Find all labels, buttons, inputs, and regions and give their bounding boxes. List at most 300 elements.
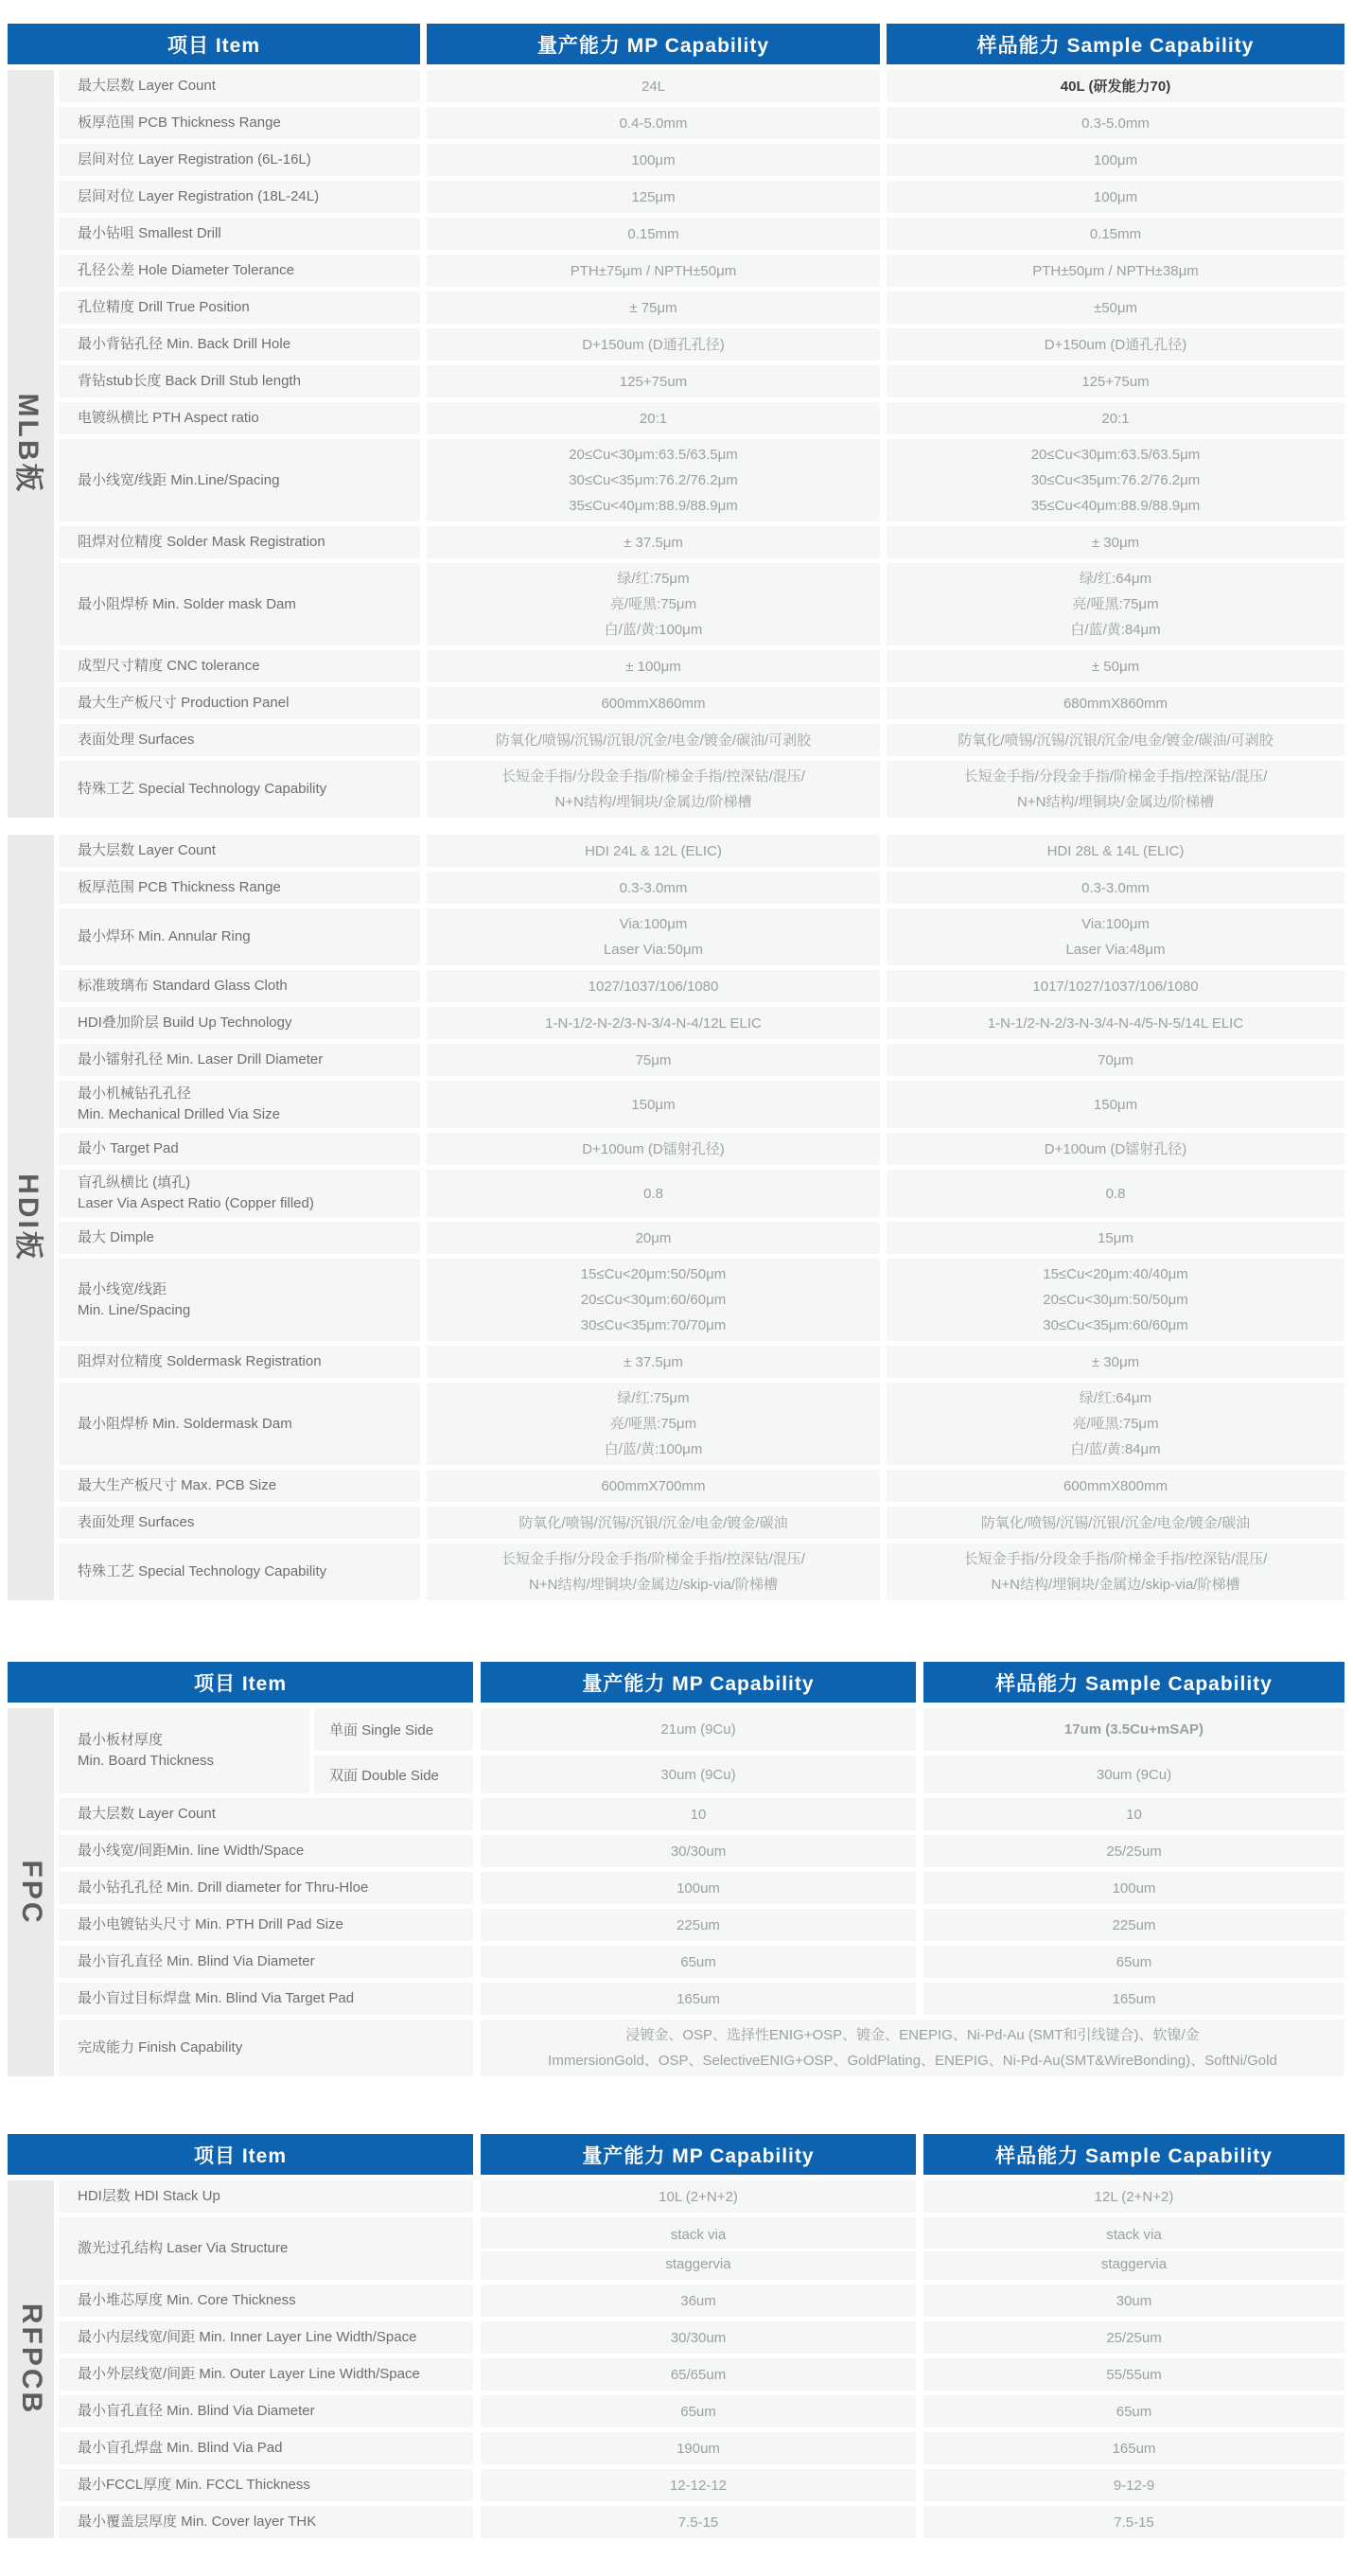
value-line: 7.5-15 bbox=[1114, 2514, 1154, 2531]
table-row bbox=[59, 1835, 1344, 1867]
sample-value-cell bbox=[887, 563, 1344, 645]
column-header-mp: 量产能力 MP Capability bbox=[481, 2134, 916, 2175]
mp-value-cell bbox=[427, 1081, 880, 1128]
table-row bbox=[59, 970, 1344, 1002]
mp-value-cell bbox=[427, 909, 880, 965]
sample-value-cell bbox=[887, 724, 1344, 756]
mp-value-cell bbox=[427, 724, 880, 756]
table-row bbox=[59, 181, 1344, 213]
sample-value-cell bbox=[923, 2217, 1344, 2280]
item-cell bbox=[59, 2217, 473, 2280]
sample-value-cell bbox=[923, 2180, 1344, 2213]
value-line: 165um bbox=[1112, 1990, 1156, 2007]
mp-value-cell bbox=[481, 1835, 916, 1867]
sample-value-cell bbox=[887, 1222, 1344, 1254]
value-line: 最小阻焊桥 Min. Solder mask Dam bbox=[78, 595, 296, 612]
column-header-item: 项目 Item bbox=[8, 1662, 473, 1703]
value-line: 30≤Cu<35μm:60/60μm bbox=[1043, 1317, 1188, 1333]
value-line: 孔径公差 Hole Diameter Tolerance bbox=[78, 262, 294, 278]
item-cell bbox=[59, 439, 420, 521]
value-line: 最大 Dimple bbox=[78, 1229, 154, 1245]
sample-value-cell bbox=[887, 526, 1344, 558]
value-line: Min. Board Thickness bbox=[78, 1753, 214, 1769]
table-row bbox=[59, 328, 1344, 361]
value-line: 最小线宽/线距 Min.Line/Spacing bbox=[78, 471, 280, 488]
mp-value-cell bbox=[427, 1544, 880, 1600]
mp-value-cell bbox=[481, 1798, 916, 1830]
table-row bbox=[59, 144, 1344, 176]
value-line: 165um bbox=[1112, 2440, 1156, 2457]
item-cell bbox=[59, 2180, 473, 2213]
value-line: 防氧化/喷锡/沉锡/沉银/沉金/电金/镀金/碳油 bbox=[980, 1514, 1251, 1531]
sample-value-cell bbox=[887, 970, 1344, 1002]
value-line: 150μm bbox=[1093, 1096, 1138, 1113]
item-cell bbox=[59, 526, 420, 558]
sample-value-cell bbox=[887, 1133, 1344, 1165]
mp-value-cell bbox=[427, 439, 880, 521]
value-line: Laser Via:48μm bbox=[1065, 942, 1166, 958]
value-line: 70μm bbox=[1098, 1051, 1133, 1068]
table-row bbox=[59, 1081, 1344, 1128]
table-row bbox=[59, 1133, 1344, 1165]
value-line: ± 30μm bbox=[1091, 534, 1140, 551]
section-fpc bbox=[8, 1708, 1344, 2076]
value-line: ±50μm bbox=[1093, 299, 1138, 316]
table-row bbox=[59, 1346, 1344, 1378]
value-line: Laser Via:50μm bbox=[603, 942, 704, 958]
value-line: 15≤Cu<20μm:50/50μm bbox=[580, 1266, 727, 1282]
value-line: 100um bbox=[676, 1879, 720, 1897]
value-line: 24L bbox=[641, 78, 666, 95]
value-line: 10 bbox=[690, 1806, 707, 1823]
mp-value-cell bbox=[427, 107, 880, 139]
item-cell bbox=[59, 218, 420, 250]
value-line: 25/25um bbox=[1106, 1843, 1162, 1860]
item-cell bbox=[59, 1222, 420, 1254]
sample-value-cell bbox=[923, 1983, 1344, 2015]
table-row bbox=[59, 2321, 1344, 2354]
sample-value-cell bbox=[923, 2395, 1344, 2427]
value-line: 125+75um bbox=[1081, 373, 1150, 390]
sample-value-cell bbox=[887, 761, 1344, 818]
value-line: 特殊工艺 Special Technology Capability bbox=[78, 1563, 327, 1579]
mp-value-cell bbox=[427, 1044, 880, 1076]
item-cell bbox=[59, 1470, 420, 1502]
value-line: staggervia bbox=[923, 2249, 1344, 2277]
value-line: Via:100μm bbox=[1081, 916, 1150, 932]
value-line: 阻焊对位精度 Solder Mask Registration bbox=[78, 534, 325, 550]
mp-value-cell bbox=[427, 365, 880, 397]
table-row bbox=[59, 650, 1344, 682]
value-line: 12L (2+N+2) bbox=[1094, 2188, 1174, 2205]
value-line: 65um bbox=[680, 2403, 716, 2420]
sample-value-cell bbox=[923, 2469, 1344, 2501]
table-row-merged bbox=[59, 2020, 1344, 2076]
mp-value-cell bbox=[481, 2469, 916, 2501]
value-line: 0.3-3.0mm bbox=[619, 879, 688, 896]
sample-value-cell bbox=[887, 328, 1344, 361]
value-line: PTH±50μm / NPTH±38μm bbox=[1032, 262, 1199, 279]
item-cell bbox=[59, 1544, 420, 1600]
value-line: 0.4-5.0mm bbox=[619, 115, 688, 132]
table-row bbox=[59, 2506, 1344, 2538]
value-line: 1-N-1/2-N-2/3-N-3/4-N-4/5-N-5/14L ELIC bbox=[987, 1015, 1244, 1032]
value-line: 防氧化/喷锡/沉锡/沉银/沉金/电金/镀金/碳油/可剥胶 bbox=[495, 732, 812, 749]
value-line: D+150um (D通孔孔径) bbox=[1044, 336, 1187, 353]
table-row bbox=[59, 724, 1344, 756]
item-cell bbox=[59, 1133, 420, 1165]
item-cell bbox=[59, 1007, 420, 1039]
value-line: 125+75um bbox=[619, 373, 688, 390]
value-line: 完成能力 Finish Capability bbox=[78, 2039, 243, 2056]
value-line: ± 37.5μm bbox=[624, 534, 683, 551]
table-row bbox=[59, 526, 1344, 558]
value-line: HDI层数 HDI Stack Up bbox=[78, 2188, 220, 2204]
mp-value-cell bbox=[427, 70, 880, 102]
table-row bbox=[59, 70, 1344, 102]
table-row bbox=[59, 1259, 1344, 1341]
sub-row-label: 单面 Single Side bbox=[329, 1722, 434, 1738]
value-line: 浸镀金、OSP、选择性ENIG+OSP、镀金、ENEPIG、Ni-Pd-Au (SMT和引线键合)、软镍/金 bbox=[625, 2027, 1200, 2043]
value-line: 0.3-5.0mm bbox=[1081, 115, 1150, 132]
mp-value-cell bbox=[427, 1133, 880, 1165]
mp-value-cell bbox=[481, 1872, 916, 1904]
item-cell bbox=[59, 1835, 473, 1867]
mp-value-cell bbox=[481, 1909, 916, 1941]
value-line: HDI叠加阶层 Build Up Technology bbox=[78, 1015, 292, 1031]
value-line: 20μm bbox=[635, 1229, 672, 1246]
value-line: 最小盲孔焊盘 Min. Blind Via Pad bbox=[78, 2440, 283, 2456]
item-cell bbox=[59, 1507, 420, 1539]
value-line: 0.15mm bbox=[627, 225, 679, 242]
value-line: 0.15mm bbox=[1089, 225, 1142, 242]
sample-value-cell bbox=[923, 2321, 1344, 2354]
value-line: 12-12-12 bbox=[669, 2477, 728, 2494]
sample-value-cell bbox=[923, 2358, 1344, 2391]
table-row bbox=[59, 909, 1344, 965]
value-line: 表面处理 Surfaces bbox=[78, 732, 195, 748]
mp-value-cell bbox=[481, 2217, 916, 2280]
sample-value-cell bbox=[887, 144, 1344, 176]
value-line: 30≤Cu<35μm:76.2/76.2μm bbox=[1030, 472, 1201, 488]
value-line: ImmersionGold、OSP、SelectiveENIG+OSP、GoldPlating、ENEPIG、Ni-Pd-Au(SMT&WireBonding)、SoftNi/Gold bbox=[548, 2053, 1277, 2069]
value-line: 最小线宽/线距 bbox=[78, 1280, 167, 1297]
item-cell bbox=[59, 724, 420, 756]
sample-value-cell bbox=[887, 650, 1344, 682]
value-line: 表面处理 Surfaces bbox=[78, 1514, 195, 1530]
value-line: 最小外层线宽/间距 Min. Outer Layer Line Width/Space bbox=[78, 2366, 420, 2382]
value-line: 最小盲孔直径 Min. Blind Via Diameter bbox=[78, 2403, 315, 2419]
sample-value-cell bbox=[887, 181, 1344, 213]
value-line: 绿/红:75μm bbox=[617, 571, 690, 587]
table-row bbox=[59, 1946, 1344, 1978]
value-line: 最小盲孔直径 Min. Blind Via Diameter bbox=[78, 1953, 315, 1969]
sample-value-cell bbox=[887, 1007, 1344, 1039]
item-cell bbox=[59, 2432, 473, 2464]
value-line: 最大层数 Layer Count bbox=[78, 1806, 216, 1822]
sample-value-cell bbox=[923, 2506, 1344, 2538]
item-cell bbox=[59, 1259, 420, 1341]
value-line: 标准玻璃布 Standard Glass Cloth bbox=[78, 978, 288, 994]
table-row bbox=[59, 1544, 1344, 1600]
value-line: 165um bbox=[676, 1990, 720, 2007]
value-line: D+100um (D镭射孔径) bbox=[582, 1140, 725, 1157]
value-line: N+N结构/埋铜块/金属边/skip-via/阶梯槽 bbox=[529, 1577, 778, 1593]
mp-value-cell bbox=[427, 181, 880, 213]
table-row bbox=[59, 563, 1344, 645]
value-line: 55/55um bbox=[1106, 2366, 1162, 2383]
mp-value-cell bbox=[427, 872, 880, 904]
mp-value-cell bbox=[481, 2506, 916, 2538]
value-line: 背钻stub长度 Back Drill Stub length bbox=[78, 373, 301, 389]
capability-tables-page bbox=[8, 24, 1344, 2538]
table-header-row bbox=[8, 24, 1344, 64]
value-line: 最小钻咀 Smallest Drill bbox=[78, 225, 221, 241]
sample-value-cell bbox=[887, 835, 1344, 867]
value-line: 65um bbox=[680, 1953, 716, 1970]
item-cell bbox=[59, 835, 420, 867]
value-line: 190um bbox=[676, 2440, 720, 2457]
value-line: N+N结构/埋铜块/金属边/skip-via/阶梯槽 bbox=[991, 1577, 1240, 1593]
mp-value-cell bbox=[427, 328, 880, 361]
sample-value-cell bbox=[887, 291, 1344, 324]
table-row bbox=[59, 872, 1344, 904]
table-row bbox=[59, 835, 1344, 867]
value-line: 0.8 bbox=[643, 1185, 663, 1202]
mp-value-cell bbox=[427, 1507, 880, 1539]
sample-value-cell bbox=[887, 1044, 1344, 1076]
table-row bbox=[59, 107, 1344, 139]
section-strip bbox=[8, 2180, 54, 2538]
sample-value-cell bbox=[887, 402, 1344, 434]
column-header-sample: 样品能力 Sample Capability bbox=[887, 24, 1344, 64]
value-line: 盲孔纵横比 (填孔) bbox=[78, 1174, 191, 1191]
value-line: 最小镭射孔径 Min. Laser Drill Diameter bbox=[78, 1051, 324, 1067]
item-cell bbox=[59, 1708, 309, 1793]
table-row bbox=[59, 2285, 1344, 2317]
value-line: PTH±75μm / NPTH±50μm bbox=[570, 262, 737, 279]
item-cell bbox=[59, 1170, 420, 1217]
value-line: 17um (3.5Cu+mSAP) bbox=[1063, 1721, 1204, 1738]
value-line: ± 30μm bbox=[1091, 1353, 1140, 1370]
value-line: 225um bbox=[1112, 1916, 1156, 1933]
value-line: 65um bbox=[1116, 2403, 1152, 2420]
value-line: 30um (9Cu) bbox=[923, 1751, 1344, 1793]
table-row bbox=[59, 291, 1344, 324]
value-line: 21um (9Cu) bbox=[660, 1721, 736, 1738]
sample-value-cell bbox=[923, 1909, 1344, 1941]
sample-value-cell bbox=[887, 872, 1344, 904]
section-label-mlb: MLB板 bbox=[11, 393, 44, 495]
sample-value-cell bbox=[923, 2285, 1344, 2317]
sample-value-cell bbox=[887, 255, 1344, 287]
sample-value-cell bbox=[887, 1507, 1344, 1539]
sample-value-cell bbox=[887, 687, 1344, 719]
table-row bbox=[59, 2432, 1344, 2464]
sample-value-cell bbox=[923, 1946, 1344, 1978]
table-row bbox=[59, 1983, 1344, 2015]
value-line: Min. Mechanical Drilled Via Size bbox=[78, 1106, 280, 1122]
value-line: 长短金手指/分段金手指/阶梯金手指/控深钻/混压/ bbox=[963, 768, 1268, 785]
value-line: 100μm bbox=[1093, 151, 1138, 168]
item-cell bbox=[59, 872, 420, 904]
sample-value-cell bbox=[887, 1170, 1344, 1217]
item-cell bbox=[59, 2506, 473, 2538]
value-line: 1027/1037/106/1080 bbox=[588, 978, 719, 995]
item-cell bbox=[59, 291, 420, 324]
value-line: 15≤Cu<20μm:40/40μm bbox=[1043, 1266, 1188, 1282]
sample-value-cell bbox=[923, 2432, 1344, 2464]
table-row bbox=[59, 2469, 1344, 2501]
value-line: 150μm bbox=[631, 1096, 676, 1113]
item-cell bbox=[59, 1081, 420, 1128]
mp-value-cell bbox=[481, 2395, 916, 2427]
value-line: D+100um (D镭射孔径) bbox=[1044, 1140, 1187, 1157]
value-line: 绿/红:64μm bbox=[1079, 1390, 1152, 1406]
item-cell bbox=[59, 1872, 473, 1904]
value-line: 长短金手指/分段金手指/阶梯金手指/控深钻/混压/ bbox=[501, 1551, 805, 1567]
value-line: 长短金手指/分段金手指/阶梯金手指/控深钻/混压/ bbox=[501, 768, 805, 785]
sample-value-cell bbox=[887, 1259, 1344, 1341]
sample-value-cell bbox=[923, 1835, 1344, 1867]
item-cell bbox=[59, 2285, 473, 2317]
value-line: 最小FCCL厚度 Min. FCCL Thickness bbox=[78, 2477, 310, 2493]
mp-value-cell bbox=[427, 1222, 880, 1254]
value-line: 10L (2+N+2) bbox=[659, 2188, 738, 2205]
value-line: 35≤Cu<40μm:88.9/88.9μm bbox=[1030, 498, 1201, 514]
value-line: 电镀纵横比 PTH Aspect ratio bbox=[78, 410, 259, 426]
item-cell bbox=[59, 1044, 420, 1076]
value-line: 层间对位 Layer Registration (6L-16L) bbox=[78, 151, 311, 168]
value-line: 长短金手指/分段金手指/阶梯金手指/控深钻/混压/ bbox=[963, 1551, 1268, 1567]
value-line: 板厚范围 PCB Thickness Range bbox=[78, 879, 281, 895]
value-line: 最大层数 Layer Count bbox=[78, 78, 216, 94]
value-line: 最小阻焊桥 Min. Soldermask Dam bbox=[78, 1415, 292, 1432]
section-label-fpc: FPC bbox=[15, 1860, 47, 1925]
table-row-stacked bbox=[59, 2217, 1344, 2280]
section-mlb bbox=[8, 70, 1344, 818]
column-header-sample: 样品能力 Sample Capability bbox=[923, 1662, 1344, 1703]
value-line: ± 50μm bbox=[1091, 658, 1140, 675]
value-line: Min. Line/Spacing bbox=[78, 1301, 191, 1318]
table-row bbox=[59, 255, 1344, 287]
value-line: N+N结构/埋铜块/金属边/阶梯槽 bbox=[554, 794, 752, 810]
sample-value-cell bbox=[887, 70, 1344, 102]
value-line: ± 75μm bbox=[629, 299, 677, 316]
sample-value-cell bbox=[887, 439, 1344, 521]
item-cell bbox=[59, 255, 420, 287]
value-line: 125μm bbox=[631, 188, 676, 205]
mp-value-cell bbox=[427, 1470, 880, 1502]
sub-label-column bbox=[314, 1708, 473, 1793]
mp-value-cell bbox=[481, 1946, 916, 1978]
mp-value-cell bbox=[481, 2180, 916, 2213]
item-cell bbox=[59, 563, 420, 645]
value-line: 40L (研发能力70) bbox=[1060, 78, 1171, 95]
sample-value-cell bbox=[887, 1470, 1344, 1502]
value-line: 最小线宽/间距Min. line Width/Space bbox=[78, 1843, 305, 1859]
mp-value-cell bbox=[427, 402, 880, 434]
value-line: 0.8 bbox=[1105, 1185, 1126, 1202]
table-row bbox=[59, 687, 1344, 719]
mp-value-cell bbox=[427, 1383, 880, 1465]
table-row-subrows bbox=[59, 1708, 1344, 1793]
value-line: 100μm bbox=[1093, 188, 1138, 205]
value-line: HDI 28L & 14L (ELIC) bbox=[1046, 842, 1185, 859]
item-cell bbox=[59, 1346, 420, 1378]
table-row bbox=[59, 2395, 1344, 2427]
sample-value-cell bbox=[887, 1346, 1344, 1378]
value-line: 亮/哑黑:75μm bbox=[609, 1416, 697, 1432]
section-label-hdi: HDI板 bbox=[11, 1173, 44, 1262]
sample-value-cell bbox=[887, 1544, 1344, 1600]
item-cell bbox=[59, 365, 420, 397]
mp-value-cell bbox=[427, 1170, 880, 1217]
value-line: 成型尺寸精度 CNC tolerance bbox=[78, 658, 260, 674]
sample-value-cell bbox=[887, 1383, 1344, 1465]
value-line: 1017/1027/1037/106/1080 bbox=[1032, 978, 1199, 995]
value-line: 最小背钻孔径 Min. Back Drill Hole bbox=[78, 336, 291, 352]
value-line: 最大层数 Layer Count bbox=[78, 842, 216, 858]
mp-value-cell bbox=[427, 650, 880, 682]
section-gap bbox=[8, 2081, 1344, 2134]
table-row bbox=[59, 2180, 1344, 2213]
value-line: 20≤Cu<30μm:50/50μm bbox=[1043, 1292, 1188, 1308]
item-cell bbox=[59, 970, 420, 1002]
value-line: 最大生产板尺寸 Production Panel bbox=[78, 695, 290, 711]
value-line: 20≤Cu<30μm:63.5/63.5μm bbox=[569, 447, 738, 463]
table-row bbox=[59, 1007, 1344, 1039]
value-line: Via:100μm bbox=[619, 916, 688, 932]
section-strip bbox=[8, 1708, 54, 2076]
value-line: 65um bbox=[1116, 1953, 1152, 1970]
value-line: 最小电镀钻头尺寸 Min. PTH Drill Pad Size bbox=[78, 1916, 343, 1932]
value-line: 30um bbox=[1116, 2292, 1152, 2309]
value-line: 孔位精度 Drill True Position bbox=[78, 299, 250, 315]
sub-row-label: 双面 Double Side bbox=[314, 1751, 473, 1793]
column-header-item: 项目 Item bbox=[8, 24, 420, 64]
table-row bbox=[59, 1909, 1344, 1941]
item-cell bbox=[59, 1983, 473, 2015]
sample-value-cell bbox=[923, 1872, 1344, 1904]
item-cell bbox=[59, 402, 420, 434]
value-line: 30/30um bbox=[670, 1843, 727, 1860]
value-line: 最小堆芯厚度 Min. Core Thickness bbox=[78, 2292, 296, 2308]
table-row bbox=[59, 218, 1344, 250]
item-cell bbox=[59, 2020, 473, 2076]
value-line: ± 100μm bbox=[625, 658, 681, 675]
mp-value-cell bbox=[481, 2358, 916, 2391]
value-line: 600mmX800mm bbox=[1063, 1477, 1168, 1494]
mp-value-cell bbox=[481, 1983, 916, 2015]
value-line: 阻焊对位精度 Soldermask Registration bbox=[78, 1353, 322, 1369]
value-line: 防氧化/喷锡/沉锡/沉银/沉金/电金/镀金/碳油 bbox=[518, 1514, 788, 1531]
value-line: 25/25um bbox=[1106, 2329, 1162, 2346]
item-cell bbox=[59, 1909, 473, 1941]
value-line: 680mmX860mm bbox=[1063, 695, 1168, 712]
value-line: 最小钻孔孔径 Min. Drill diameter for Thru-Hloe bbox=[78, 1879, 369, 1896]
value-line: 特殊工艺 Special Technology Capability bbox=[78, 781, 327, 797]
value-line: HDI 24L & 12L (ELIC) bbox=[585, 842, 722, 859]
item-cell bbox=[59, 2358, 473, 2391]
sample-value-cell bbox=[923, 1708, 1344, 1793]
table-row bbox=[59, 1470, 1344, 1502]
value-line: D+150um (D通孔孔径) bbox=[582, 336, 725, 353]
item-cell bbox=[59, 909, 420, 965]
mp-value-cell bbox=[427, 255, 880, 287]
value-line: 30um (9Cu) bbox=[481, 1751, 916, 1793]
mp-value-cell bbox=[427, 1259, 880, 1341]
